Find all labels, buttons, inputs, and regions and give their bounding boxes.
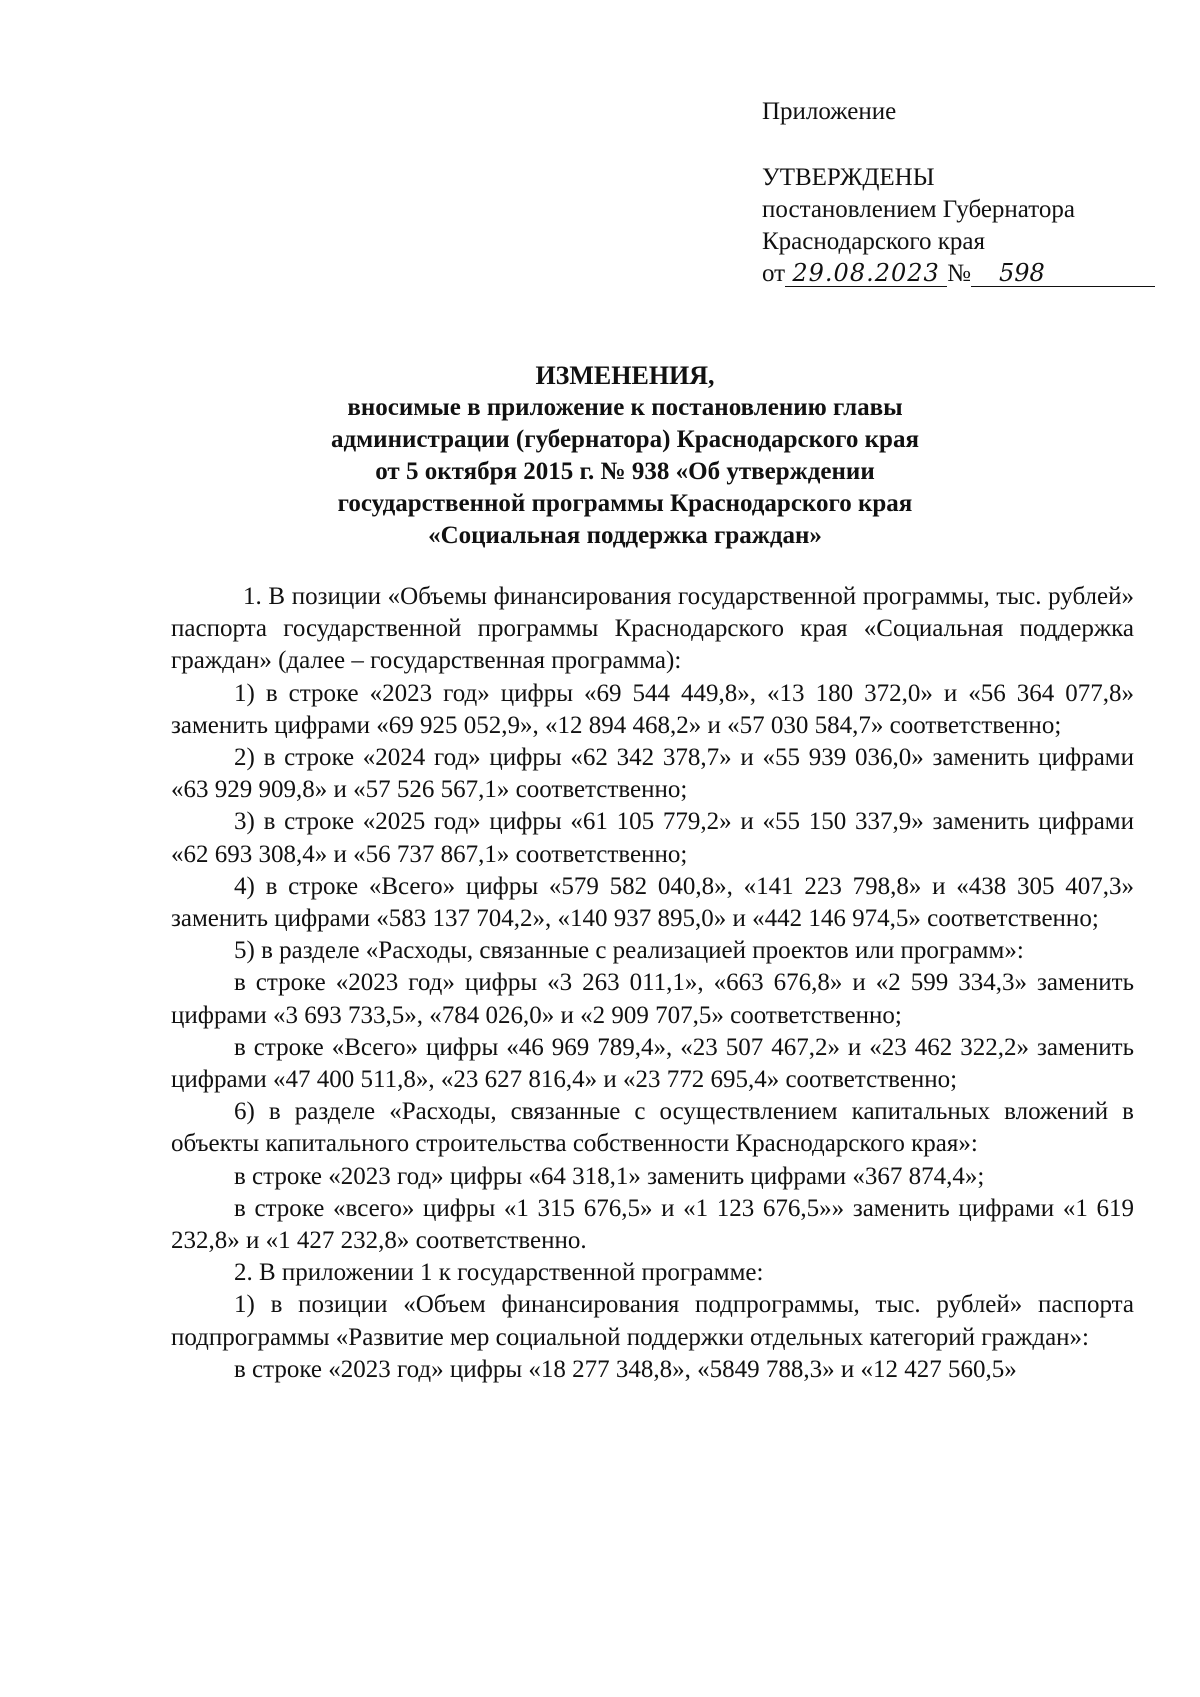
paragraph: в строке «2023 год» цифры «18 277 348,8», «5849 788,3» и «12 427 560,5»: [234, 1355, 1017, 1383]
paragraph: 1) в строке «2023 год» цифры «69 544 449,8», «13 180 372,0» и «56 364 077,8» заменить цифрами «69 925 052,9», «12 894 468,2» и «57 030 584,7» соответственно;: [171, 679, 1134, 739]
paragraph: 1. В позиции «Объемы финансирования государственной программы, тыс. рублей» паспорта государственной программы Краснодарского края «Социальная поддержка граждан» (далее – государственная программа):: [171, 583, 1134, 675]
handwritten-number: 598: [971, 260, 1155, 287]
decree-label: постановлением Губернатора: [762, 196, 1075, 223]
paragraph: 2) в строке «2024 год» цифры «62 342 378,7» и «55 939 036,0» заменить цифрами «63 929 909,8» и «57 526 567,1» соответственно;: [171, 744, 1134, 804]
title-line: администрации (губернатора) Краснодарского края: [331, 426, 919, 453]
paragraph: в строке «2023 год» цифры «3 263 011,1», «663 676,8» и «2 599 334,3» заменить цифрами «3 693 733,5», «784 026,0» и «2 909 707,5» соответственно;: [171, 969, 1134, 1029]
paragraph: в строке «Всего» цифры «46 969 789,4», «23 507 467,2» и «23 462 322,2» заменить цифрами «47 400 511,8», «23 627 816,4» и «23 772 695,4» соответственно;: [171, 1033, 1134, 1094]
title-line: вносимые в приложение к постановлению главы: [347, 394, 903, 421]
region-label: Краснодарского края: [762, 228, 985, 255]
paragraph: 2. В приложении 1 к государственной программе:: [234, 1259, 764, 1287]
from-label: от: [762, 260, 786, 287]
appendix-label: Приложение: [762, 98, 897, 125]
title-line: от 5 октября 2015 г. № 938 «Об утверждении: [375, 458, 875, 485]
title-line: государственной программы Краснодарского края: [337, 490, 913, 517]
paragraph: в строке «2023 год» цифры «64 318,1» заменить цифрами «367 874,4»;: [234, 1162, 985, 1190]
paragraph: 5) в разделе «Расходы, связанные с реализацией проектов или программ»:: [234, 937, 1024, 965]
date-number-line: [762, 258, 1155, 290]
paragraph: в строке «всего» цифры «1 315 676,5» и «1 123 676,5»» заменить цифрами «1 619 232,8» и «1 427 232,8» соответственно.: [171, 1194, 1134, 1255]
handwritten-date: 29.08.2023: [785, 260, 947, 287]
paragraph: 1) в позиции «Объем финансирования подпрограммы, тыс. рублей» паспорта подпрограммы «Развитие мер социальной поддержки отдельных категорий граждан»:: [171, 1291, 1134, 1351]
title-heading: ИЗМЕНЕНИЯ,: [535, 361, 715, 390]
title-line: «Социальная поддержка граждан»: [428, 522, 822, 549]
paragraph: 6) в разделе «Расходы, связанные с осуществлением капитальных вложений в объекты капитального строительства собственности Краснодарского края»:: [171, 1098, 1134, 1158]
document-body: [171, 581, 1134, 1386]
document-title: [300, 360, 950, 552]
number-label: №: [947, 260, 971, 287]
paragraph: 4) в строке «Всего» цифры «579 582 040,8», «141 223 798,8» и «438 305 407,3» заменить цифрами «583 137 704,2», «140 937 895,0» и «442 146 974,5» соответственно;: [171, 872, 1134, 933]
paragraph: 3) в строке «2025 год» цифры «61 105 779,2» и «55 150 337,9» заменить цифрами «62 693 308,4» и «56 737 867,1» соответственно;: [171, 808, 1134, 868]
approved-label: УТВЕРЖДЕНЫ: [762, 164, 935, 191]
approval-block: [762, 96, 1155, 290]
